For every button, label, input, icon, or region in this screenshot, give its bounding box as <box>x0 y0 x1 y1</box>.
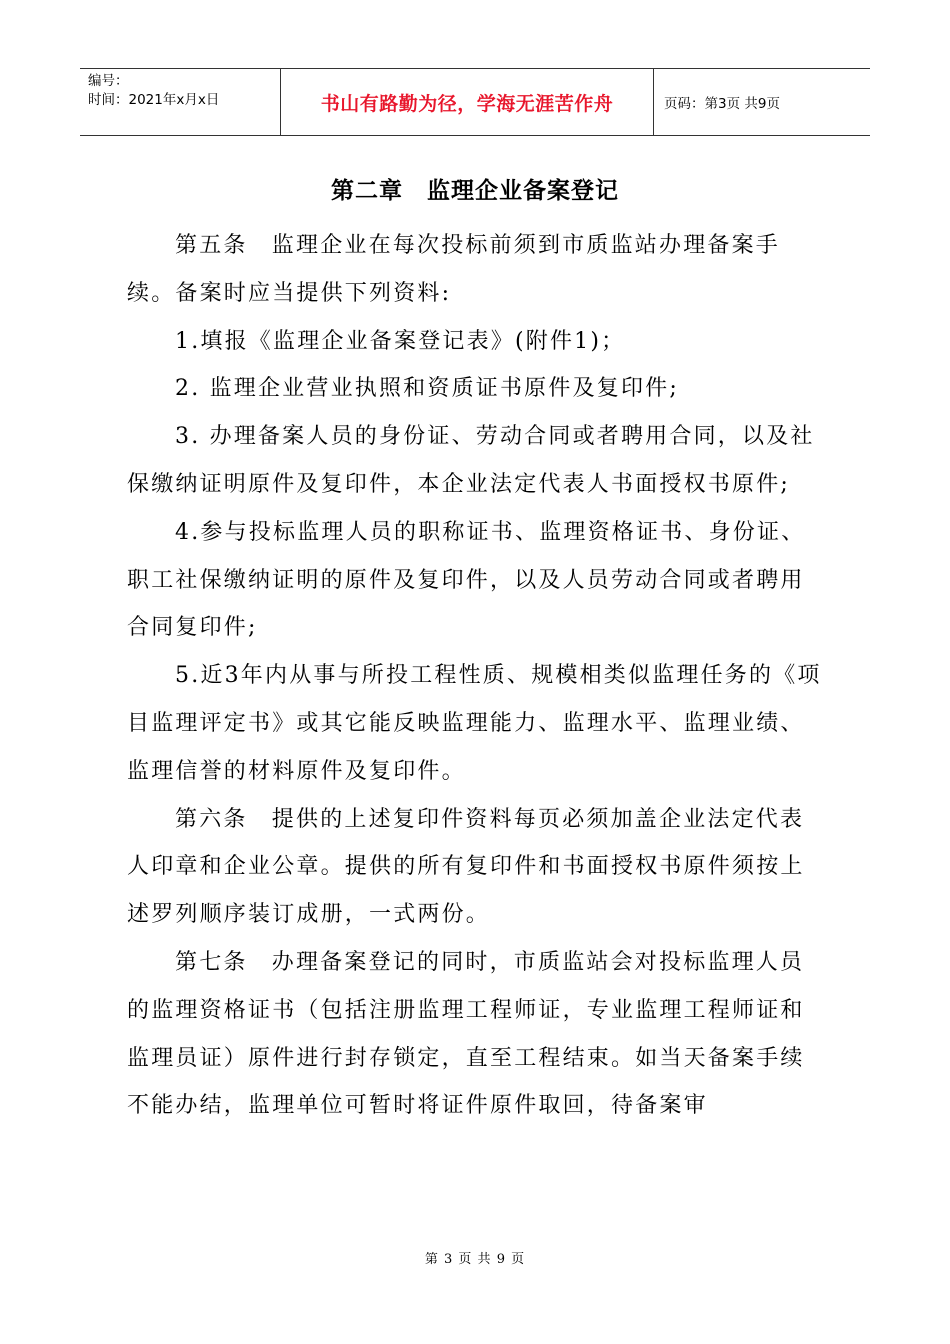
paragraph-article-5: 第五条 监理企业在每次投标前须到市质监站办理备案手续。备案时应当提供下列资料: <box>127 233 781 306</box>
paragraph-item-2: 2. 监理企业营业执照和资质证书原件及复印件; <box>175 376 679 402</box>
chapter-title: 第二章 监理企业备案登记 <box>331 178 619 204</box>
header-page-code: 页码：第3页 共9页 <box>664 96 780 112</box>
paragraph-item-5: 5.近3年内从事与所投工程性质、规模相类似监理任务的《项目监理评定书》或其它能反映监理能力、监理水平、监理业绩、监理信誉的材料原件及复印件。 <box>127 663 822 784</box>
document-header <box>80 68 870 136</box>
time-label: 时间：2021年x月x日 <box>88 92 220 108</box>
paragraph-article-7: 第七条 办理备案登记的同时，市质监站会对投标监理人员的监理资格证书（包括注册监理工程师证，专业监理工程师证和监理员证）原件进行封存锁定，直至工程结束。如当天备案手续不能办结，监理单位可暂时将证件原件取回，待备案审 <box>127 949 805 1119</box>
page-footer: 第 3 页 共 9 页 <box>424 1252 526 1267</box>
document-body <box>127 222 827 1130</box>
paragraph-item-4: 4.参与投标监理人员的职称证书、监理资格证书、身份证、职工社保缴纳证明的原件及复印件，以及人员劳动合同或者聘用合同复印件; <box>127 519 806 641</box>
paragraph-item-3: 3. 办理备案人员的身份证、劳动合同或者聘用合同，以及社保缴纳证明原件及复印件，本企业法定代表人书面授权书原件; <box>127 424 815 497</box>
header-motto: 书山有路勤为径，学海无涯苦作舟 <box>281 69 654 135</box>
number-label: 编号： <box>88 73 129 89</box>
paragraph-article-6: 第六条 提供的上述复印件资料每页必须加盖企业法定代表人印章和企业公章。提供的所有复印件和书面授权书原件须按上述罗列顺序装订成册，一式两份。 <box>127 806 805 928</box>
header-meta <box>80 69 281 135</box>
paragraph-item-1: 1.填报《监理企业备案登记表》(附件1)； <box>175 328 626 354</box>
